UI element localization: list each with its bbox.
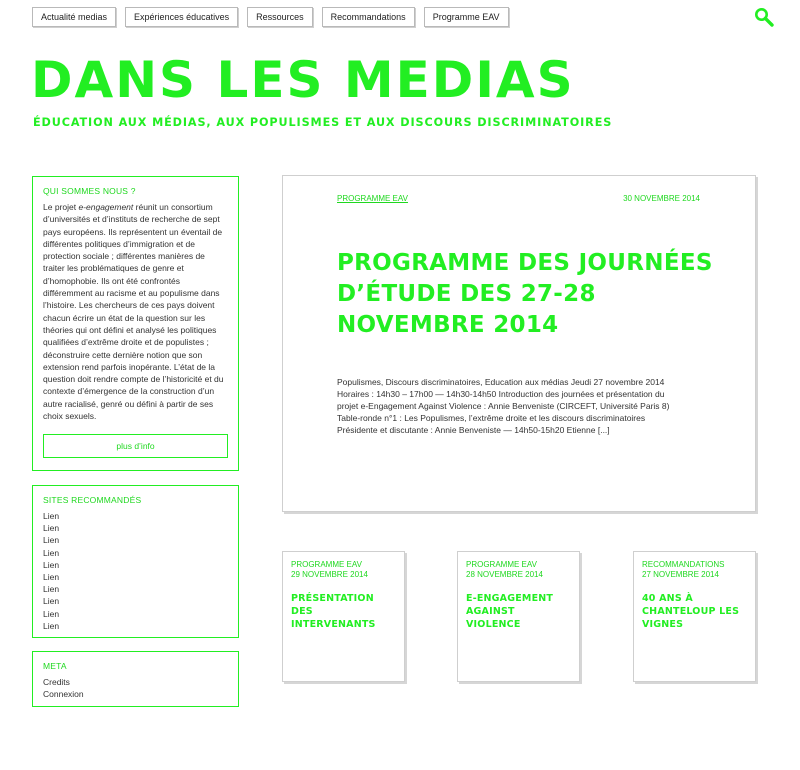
recommended-sites-list bbox=[43, 510, 228, 632]
card-title[interactable]: E-ENGAGEMENT AGAINST VIOLENCE bbox=[466, 593, 554, 630]
about-widget-title: QUI SOMMES NOUS ? bbox=[43, 186, 136, 196]
card-title[interactable]: PRÉSENTATION DES INTERVENANTS bbox=[291, 593, 376, 630]
recommended-site-link[interactable]: Lien bbox=[43, 511, 60, 521]
featured-date: 30 NOVEMBRE 2014 bbox=[623, 194, 700, 203]
recommended-site-link[interactable]: Lien bbox=[43, 572, 60, 583]
about-text: Le projet e-engagement réunit un consortium d’universités et d’instituts de recherche de sept pays européens. Ils représentent un éventail de différentes politiques d’immigration et de protection sociale ; différentes manières de traiter les problématiques de genre et d’homophobie. Ils ont été confrontés différemment au racisme et au populisme dans l’histoire. Les chercheurs de ces pays doivent chacun écrire un état de la question sur les théories qui ont défini et analysé les politiques qualifiées d’extrême droite et de populistes ; déconstruire cette dernière notion que son extension rend parfois inopérante. L’état de la question doit rendre compte de l’historicité et du contexte d’émergence de la construction d’un autre racialisé, genré ou défini à partir de ses choix sexuels. bbox=[43, 202, 224, 422]
recommended-site-link[interactable]: Lien bbox=[43, 523, 60, 534]
credits-link[interactable]: Credits bbox=[43, 677, 70, 687]
card-category[interactable]: PROGRAMME EAV bbox=[291, 560, 362, 569]
about-widget bbox=[32, 176, 239, 471]
search-icon[interactable] bbox=[754, 7, 774, 27]
post-card bbox=[282, 551, 405, 682]
nav-item-experiences-educatives[interactable]: Expériences éducatives bbox=[125, 7, 238, 27]
featured-post bbox=[282, 175, 756, 512]
nav-item-recommandations[interactable]: Recommandations bbox=[322, 7, 415, 27]
featured-excerpt: Populismes, Discours discriminatoires, Education aux médias Jeudi 27 novembre 2014 Horaires : 14h30 – 17h00 — 14h30-14h50 Introduction des journées et présentation du projet e-Engagement Against Violence : Annie Benveniste (CIRCEFT, Université Paris 8) Table-ronde n°1 : Les Populismes, l’extrême droite et les discours discriminatoires Présidente et discutante : Annie Benveniste — 14h50-15h20 Etienne [...] bbox=[337, 377, 670, 435]
recommended-site-link[interactable]: Lien bbox=[43, 547, 60, 558]
nav-item-programme-eav[interactable]: Programme EAV bbox=[424, 7, 509, 27]
recommended-sites-title: SITES RECOMMANDÉS bbox=[43, 495, 142, 505]
site-title[interactable]: DANS LES MEDIAS bbox=[31, 51, 575, 109]
recommended-site-link[interactable]: Lien bbox=[43, 620, 60, 631]
recommended-sites-widget bbox=[32, 485, 239, 638]
card-title[interactable]: 40 ANS À CHANTELOUP LES VIGNES bbox=[642, 593, 740, 630]
meta-widget bbox=[32, 651, 239, 707]
main-nav bbox=[32, 7, 509, 27]
recommended-site-link[interactable]: Lien bbox=[43, 596, 60, 607]
featured-title[interactable]: PROGRAMME DES JOURNÉES D’ÉTUDE DES 27-28 NOVEMBRE 2014 bbox=[337, 250, 713, 338]
nav-item-actualite-medias[interactable]: Actualité medias bbox=[32, 7, 116, 27]
meta-title: META bbox=[43, 661, 67, 671]
recommended-site-link[interactable]: Lien bbox=[43, 608, 60, 619]
recommended-site-link[interactable]: Lien bbox=[43, 535, 60, 546]
card-date: 27 NOVEMBRE 2014 bbox=[642, 570, 719, 579]
recommended-site-link[interactable]: Lien bbox=[43, 559, 60, 570]
card-date: 29 NOVEMBRE 2014 bbox=[291, 570, 368, 579]
post-card bbox=[457, 551, 580, 682]
featured-category-link[interactable]: PROGRAMME EAV bbox=[337, 194, 408, 203]
login-link[interactable]: Connexion bbox=[43, 689, 84, 700]
more-info-button[interactable]: plus d’info bbox=[43, 434, 228, 458]
site-tagline: ÉDUCATION AUX MÉDIAS, AUX POPULISMES ET AUX DISCOURS DISCRIMINATOIRES bbox=[33, 116, 613, 129]
nav-item-ressources[interactable]: Ressources bbox=[247, 7, 313, 27]
project-name: e-engagement bbox=[78, 202, 134, 212]
card-category[interactable]: RECOMMANDATIONS bbox=[642, 560, 725, 569]
post-card bbox=[633, 551, 756, 682]
card-date: 28 NOVEMBRE 2014 bbox=[466, 570, 543, 579]
recommended-site-link[interactable]: Lien bbox=[43, 584, 60, 595]
card-category[interactable]: PROGRAMME EAV bbox=[466, 560, 537, 569]
meta-links bbox=[43, 676, 228, 700]
